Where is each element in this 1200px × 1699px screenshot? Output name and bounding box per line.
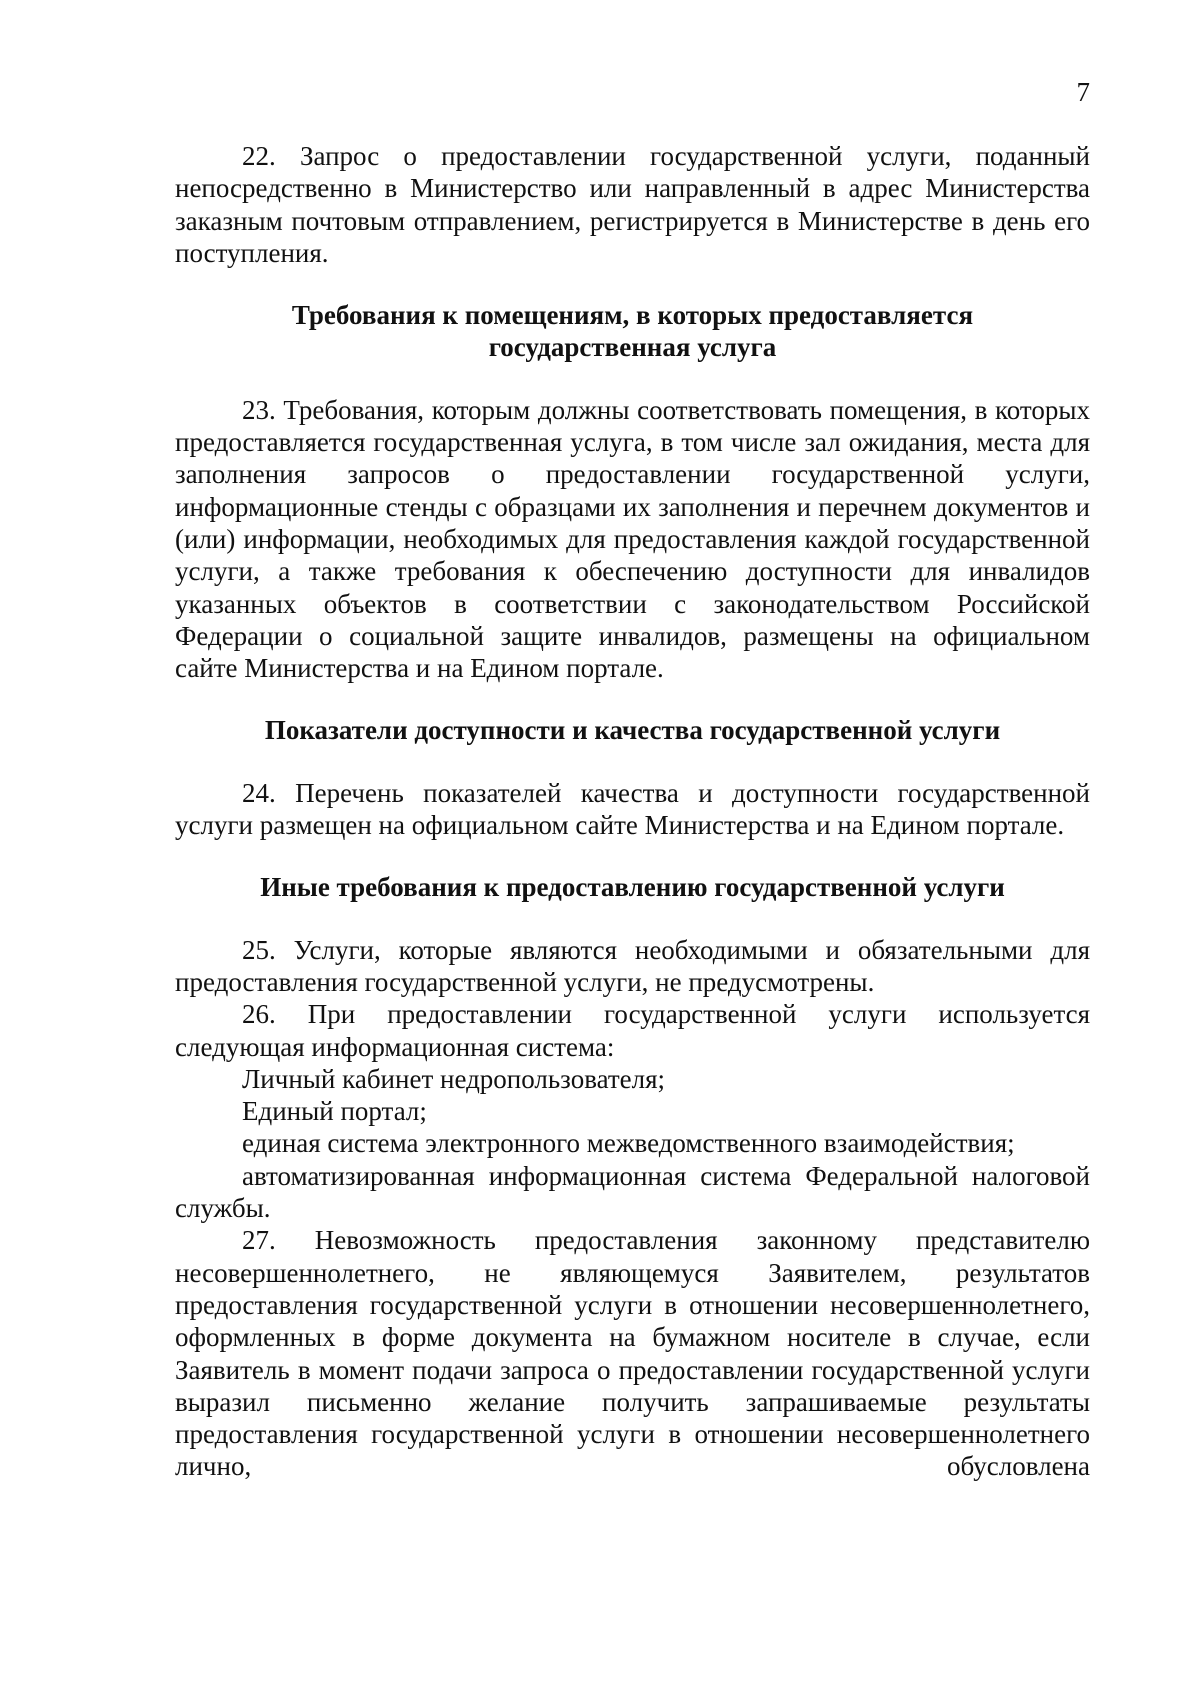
paragraph-27: 27. Невозможность предоставления законному представителю несовершеннолетнего, не являющемуся Заявителем, результатов предоставления государственной услуги в отношении несовершеннолетнего, оформленных в форме документа на бумажном носителе в случае, если Заявитель в момент подачи запроса о предоставлении государственной услуги выразил письменно желание получить запрашиваемые результаты предоставления государственной услуги в отношении несовершеннолетнего лично, обусловлена — [175, 1225, 1090, 1482]
heading-quality-indicators: Показатели доступности и качества государственной услуги — [264, 715, 1001, 746]
paragraph-22: 22. Запрос о предоставлении государственной услуги, поданный непосредственно в Министерство или направленный в адрес Министерства заказным почтовым отправлением, регистрируется в Министерстве в день его поступления. — [175, 141, 1090, 268]
paragraph-26: 26. При предоставлении государственной услуги используется следующая информационная система: — [175, 999, 1090, 1062]
list-item-personal-account: Личный кабинет недропользователя; — [242, 1063, 666, 1094]
page-number: 7 — [1076, 77, 1090, 107]
heading-other-requirements: Иные требования к предоставлению государственной услуги — [260, 872, 1005, 903]
heading-premises-line-2: государственная услуга — [488, 332, 777, 363]
list-item-interagency-system: единая система электронного межведомственного взаимодействия; — [242, 1128, 1015, 1159]
list-item-tax-service-system: автоматизированная информационная система Федеральной налоговой службы. — [175, 1160, 1090, 1224]
paragraph-23: 23. Требования, которым должны соответствовать помещения, в которых предоставляется государственная услуга, в том числе зал ожидания, места для заполнения запросов о предоставлении государственной услуги, информационные стенды с образцами их заполнения и перечнем документов и (или) информации, необходимых для предоставления каждой государственной услуги, а также требования к обеспечению доступности для инвалидов указанных объектов в соответствии с законодательством Российской Федерации о социальной защите инвалидов, размещены на официальном сайте Министерства и на Едином портале. — [175, 394, 1090, 684]
heading-premises-line-1: Требования к помещениям, в которых предоставляется — [291, 300, 974, 331]
list-item-single-portal: Единый портал; — [242, 1096, 427, 1127]
paragraph-24: 24. Перечень показателей качества и доступности государственной услуги размещен на официальном сайте Министерства и на Едином портале. — [175, 777, 1090, 841]
paragraph-25: 25. Услуги, которые являются необходимыми и обязательными для предоставления государственной услуги, не предусмотрены. — [175, 934, 1090, 997]
document-body — [175, 140, 1090, 1483]
